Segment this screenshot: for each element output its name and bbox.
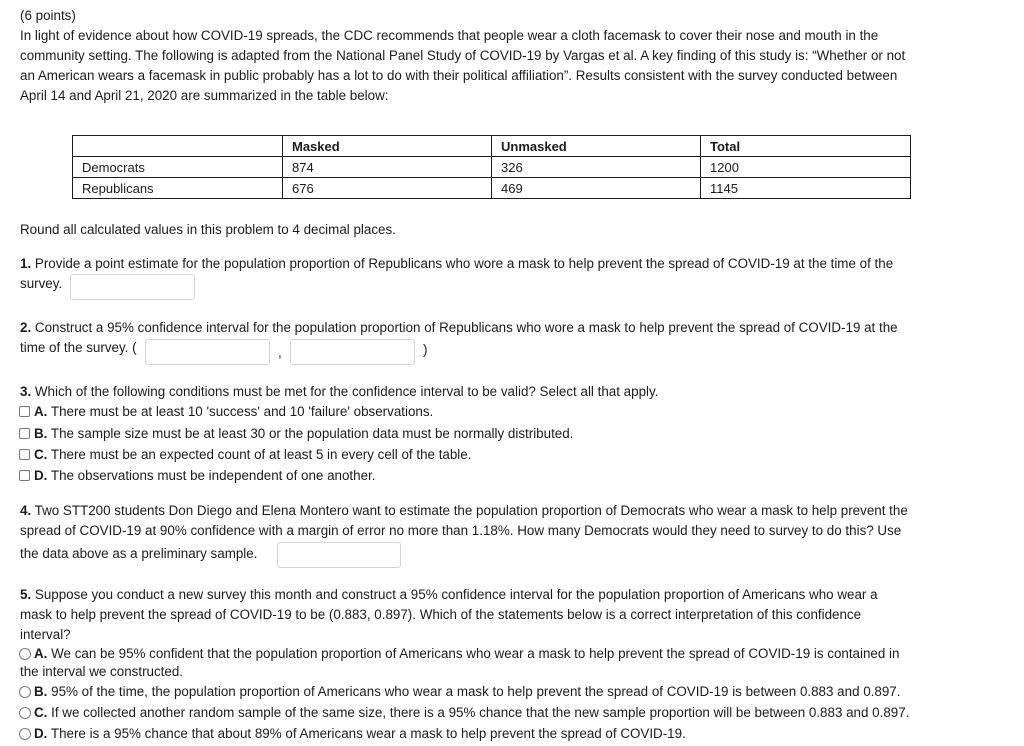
option-letter: B. bbox=[34, 684, 48, 699]
table-cell: 1145 bbox=[701, 178, 911, 199]
q2-upper-bound-input[interactable] bbox=[290, 339, 415, 365]
q4-answer-input[interactable] bbox=[277, 542, 401, 568]
question-text: Two STT200 students Don Diego and Elena Montero want to estimate the population proportion of Democrats who wear a mask to help prevent the bbox=[34, 503, 908, 518]
q5-option-c bbox=[34, 704, 909, 722]
option-text: There must be at least 10 'success' and 10 'failure' observations. bbox=[50, 404, 434, 419]
q5-option-d-radio[interactable] bbox=[19, 728, 31, 740]
question-number: 2. bbox=[20, 320, 32, 335]
question-text: Construct a 95% confidence interval for the population proportion of Republicans who wore a mask to help prevent the spread of COVID-19 at the bbox=[34, 320, 898, 335]
question-text: spread of COVID-19 at 90% confidence with a margin of error no more than 1.18%. How many Democrats would they need to survey to do this? Use bbox=[20, 523, 902, 538]
table-cell: 1200 bbox=[701, 157, 911, 178]
option-letter: A. bbox=[34, 646, 48, 661]
q5-option-a-radio[interactable] bbox=[19, 648, 31, 660]
option-text: We can be 95% confident that the population proportion of Americans who wear a mask to help prevent the spread of COVID-19 is contained in bbox=[51, 646, 900, 661]
table-cell: Democrats bbox=[73, 157, 283, 178]
survey-table bbox=[72, 135, 911, 199]
question-number: 5. bbox=[20, 587, 32, 602]
option-text: There is a 95% chance that about 89% of Americans wear a mask to help prevent the spread of COVID-19. bbox=[50, 726, 686, 741]
q5-option-b-radio[interactable] bbox=[19, 686, 31, 698]
question-text: time of the survey. ( bbox=[20, 340, 137, 355]
question-text: Suppose you conduct a new survey this month and construct a 95% confidence interval for the population proportion of Americans who wear a bbox=[34, 587, 878, 602]
rounding-note: Round all calculated values in this problem to 4 decimal places. bbox=[20, 222, 396, 237]
table-header-cell bbox=[73, 136, 283, 157]
question-5 bbox=[20, 585, 1010, 645]
intro-paragraph bbox=[20, 26, 1010, 106]
q3-option-c bbox=[34, 446, 471, 464]
option-text: The observations must be independent of one another. bbox=[50, 468, 376, 483]
intro-line: community setting. The following is adapted from the National Panel Study of COVID-19 by Vargas et al. A key finding of this study is: “Whether or not bbox=[20, 48, 906, 63]
option-letter: B. bbox=[34, 426, 48, 441]
option-letter: C. bbox=[34, 447, 48, 462]
q3-option-d-checkbox[interactable] bbox=[19, 470, 30, 481]
q3-option-c-checkbox[interactable] bbox=[19, 449, 30, 460]
table-header-row bbox=[73, 136, 911, 157]
intro-line: In light of evidence about how COVID-19 spreads, the CDC recommends that people wear a cloth facemask to cover their nose and mouth in the bbox=[20, 28, 879, 43]
q5-option-b bbox=[34, 683, 900, 701]
table-cell: 469 bbox=[492, 178, 701, 199]
q5-option-c-radio[interactable] bbox=[19, 707, 31, 719]
q3-option-b-checkbox[interactable] bbox=[19, 428, 30, 439]
question-text: mask to help prevent the spread of COVID-19 to be (0.883, 0.897). Which of the statements below is a correct interpretation of this confidence bbox=[20, 607, 862, 622]
intro-line: April 14 and April 21, 2020 are summarized in the table below: bbox=[20, 88, 389, 103]
q3-option-a bbox=[34, 403, 433, 421]
question-text: the data above as a preliminary sample. bbox=[20, 546, 258, 561]
q3-option-b bbox=[34, 425, 573, 443]
points-label: (6 points) bbox=[20, 8, 76, 23]
table-cell: 874 bbox=[283, 157, 492, 178]
interval-close-paren: ) bbox=[423, 342, 428, 357]
option-text: The sample size must be at least 30 or the population data must be normally distributed. bbox=[50, 426, 574, 441]
intro-line: an American wears a facemask in public probably has a lot to do with their political affiliation”. Results consistent with the survey conducted between bbox=[20, 68, 898, 83]
question-3-prompt bbox=[20, 382, 658, 402]
q3-option-a-checkbox[interactable] bbox=[19, 406, 30, 417]
question-text: Provide a point estimate for the population proportion of Republicans who wore a mask to help prevent the spread of COVID-19 at the time of the bbox=[34, 256, 894, 271]
option-letter: D. bbox=[34, 468, 48, 483]
table-header-cell: Unmasked bbox=[492, 136, 701, 157]
option-text: There must be an expected count of at least 5 in every cell of the table. bbox=[50, 447, 472, 462]
table-cell: 326 bbox=[492, 157, 701, 178]
option-letter: C. bbox=[34, 705, 48, 720]
question-text: Which of the following conditions must be met for the confidence interval to be valid? Select all that apply. bbox=[34, 384, 659, 399]
question-number: 1. bbox=[20, 256, 32, 271]
table-header-cell: Total bbox=[701, 136, 911, 157]
table-row bbox=[73, 157, 911, 178]
table-row bbox=[73, 178, 911, 199]
question-number: 3. bbox=[20, 384, 32, 399]
option-letter: A. bbox=[34, 404, 48, 419]
question-4 bbox=[20, 501, 1010, 564]
q2-lower-bound-input[interactable] bbox=[145, 339, 270, 365]
q3-option-d bbox=[34, 467, 375, 485]
option-letter: D. bbox=[34, 726, 48, 741]
option-text: 95% of the time, the population proportion of Americans who wear a mask to help prevent the spread of COVID-19 is between 0.883 and 0.897. bbox=[51, 684, 901, 699]
question-number: 4. bbox=[20, 503, 32, 518]
q1-answer-input[interactable] bbox=[70, 274, 195, 300]
q5-option-d bbox=[34, 725, 686, 743]
interval-comma: , bbox=[278, 345, 282, 360]
question-text: interval? bbox=[20, 627, 71, 642]
question-text: survey. bbox=[20, 276, 63, 291]
table-header-cell: Masked bbox=[283, 136, 492, 157]
option-text-continued: the interval we constructed. bbox=[20, 664, 184, 679]
option-text: If we collected another random sample of the same size, there is a 95% chance that the new sample proportion will be between 0.883 and 0.897. bbox=[51, 705, 910, 720]
table-cell: Republicans bbox=[73, 178, 283, 199]
q5-option-a bbox=[20, 645, 1009, 681]
table-cell: 676 bbox=[283, 178, 492, 199]
